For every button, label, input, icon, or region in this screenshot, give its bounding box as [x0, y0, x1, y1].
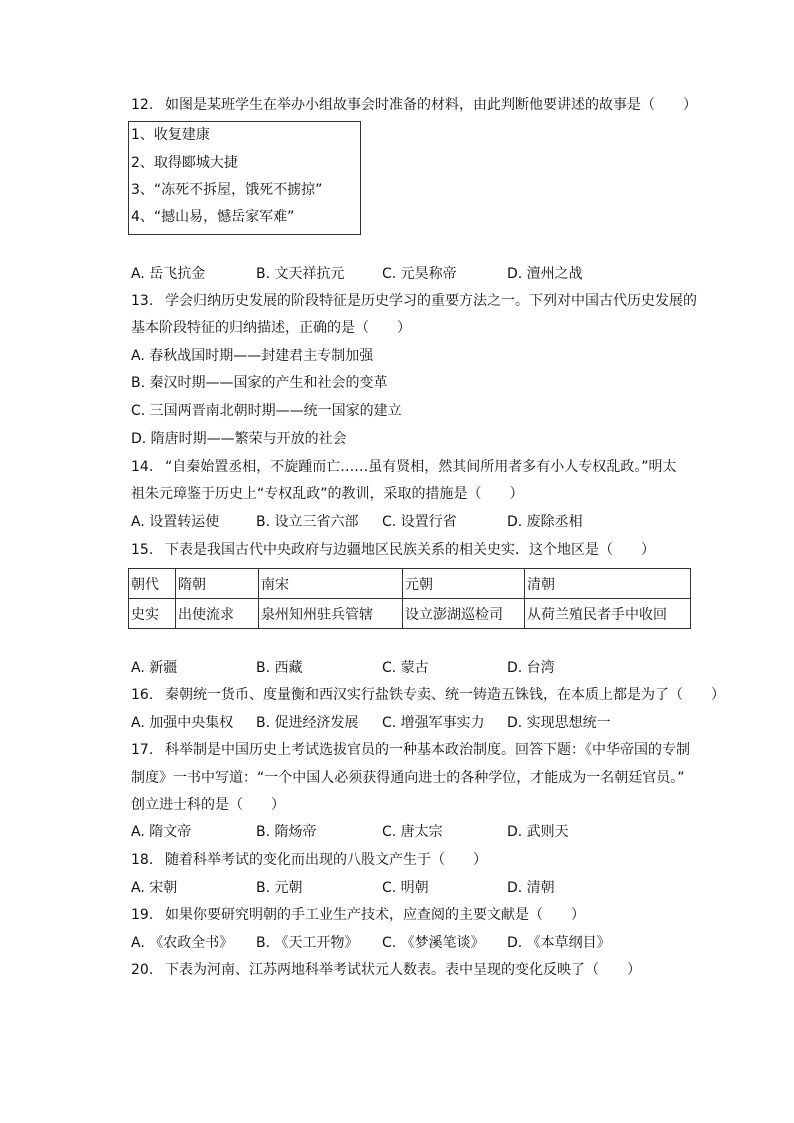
option-c: C. 设置行省	[382, 514, 457, 530]
option-a: A. 设置转运使	[131, 514, 220, 530]
question-number: 14.	[131, 459, 154, 475]
option-b: B. 促进经济发展	[256, 715, 359, 731]
table-cell: 设立澎湖巡检司	[403, 599, 525, 629]
table-cell: 出使流求	[176, 599, 259, 629]
question-17-stem: 17. 科举制是中国历史上考试选拔官员的一种基本政治制度。回答下题：《中华帝国的专制	[131, 742, 690, 758]
question-number: 12.	[131, 97, 154, 113]
option-d: D. 废除丞相	[507, 514, 583, 530]
option-c: C. 蒙古	[382, 660, 429, 676]
question-13-stem: 13. 学会归纳历史发展的阶段特征是历史学习的重要方法之一。下列对中国古代历史发展的	[131, 293, 697, 309]
option-c: C. 元昊称帝	[382, 266, 457, 282]
table-cell: 元朝	[403, 569, 525, 599]
material-item: 4、“撼山易，憾岳家军难”	[131, 209, 295, 225]
question-20-stem: 20. 下表为河南、江苏两地科举考试状元人数表。表中呈现的变化反映了（ ）	[131, 962, 641, 978]
option-b: B. 文天祥抗元	[256, 266, 345, 282]
option-b: B. 设立三省六部	[256, 514, 359, 530]
option-d: D. 隋唐时期——繁荣与开放的社会	[131, 431, 347, 447]
question-number: 19.	[131, 907, 154, 923]
option-c: C. 增强军事实力	[382, 715, 485, 731]
table-cell: 南宋	[259, 569, 403, 599]
option-a: A. 加强中央集权	[131, 715, 234, 731]
material-item: 2、取得郾城大捷	[131, 155, 238, 171]
question-number: 16.	[131, 687, 154, 703]
option-d: D. 台湾	[507, 660, 555, 676]
option-a: A. 宋朝	[131, 880, 178, 896]
table-cell: 隋朝	[176, 569, 259, 599]
question-15-table	[128, 568, 691, 629]
option-c: C. 三国两晋南北朝时期——统一国家的建立	[131, 403, 402, 419]
option-a: A. 春秋战国时期——封建君主专制加强	[131, 348, 374, 364]
table-cell: 从荷兰殖民者手中收回	[525, 599, 691, 629]
question-12-material-box	[128, 121, 361, 235]
table-cell: 史实	[129, 599, 176, 629]
question-19-stem: 19. 如果你要研究明朝的手工业生产技术，应查阅的主要文献是（ ）	[131, 907, 585, 923]
option-b: B. 西藏	[256, 660, 303, 676]
option-d: D. 清朝	[507, 880, 555, 896]
option-c: C. 明朝	[382, 880, 429, 896]
option-c: C. 唐太宗	[382, 824, 443, 840]
question-17-stem-cont: 制度》一书中写道：“一个中国人必须获得通向进士的各种学位，才能成为一名朝廷官员。”	[131, 770, 685, 786]
question-number: 15.	[131, 542, 154, 558]
question-17-stem-cont: 创立进士科的是（ ）	[131, 797, 285, 813]
question-number: 18.	[131, 852, 154, 868]
question-14-stem: 14. “自秦始置丞相，不旋踵而亡……虽有贤相，然其间所用者多有小人专权乱政。”明太	[131, 459, 677, 475]
option-c: C. 《梦溪笔谈》	[382, 935, 485, 951]
question-15-stem: 15. 下表是我国古代中央政府与边疆地区民族关系的相关史实．这个地区是（ ）	[131, 542, 655, 558]
table-cell: 清朝	[525, 569, 691, 599]
option-d: D. 澶州之战	[507, 266, 583, 282]
question-number: 20.	[131, 962, 154, 978]
question-18-stem: 18. 随着科举考试的变化而出现的八股文产生于（ ）	[131, 852, 487, 868]
question-12-stem: 12. 如图是某班学生在举办小组故事会时准备的材料，由此判断他要讲述的故事是（ ）	[131, 97, 697, 113]
question-14-stem-cont: 祖朱元璋鉴于历史上“专权乱政”的教训，采取的措施是（ ）	[131, 486, 524, 502]
question-number: 17.	[131, 742, 154, 758]
option-a: A. 《农政全书》	[131, 935, 234, 951]
option-d: D. 《本草纲目》	[507, 935, 611, 951]
question-number: 13.	[131, 293, 154, 309]
table-cell: 朝代	[129, 569, 176, 599]
material-item: 3、“冻死不拆屋，饿死不掳掠”	[131, 182, 323, 198]
option-d: D. 实现思想统一	[507, 715, 611, 731]
option-a: A. 岳飞抗金	[131, 266, 206, 282]
option-d: D. 武则天	[507, 824, 569, 840]
table-row	[129, 569, 691, 599]
option-b: B. 秦汉时期——国家的产生和社会的变革	[131, 375, 388, 391]
option-a: A. 隋文帝	[131, 824, 192, 840]
question-13-stem-cont: 基本阶段特征的归纳描述，正确的是（ ）	[131, 320, 411, 336]
question-16-stem: 16. 秦朝统一货币、度量衡和西汉实行盐铁专卖、统一铸造五铢钱，在本质上都是为了（ ）	[131, 687, 725, 703]
option-b: B. 元朝	[256, 880, 303, 896]
table-cell: 泉州知州驻兵管辖	[259, 599, 403, 629]
material-item: 1、收复建康	[131, 127, 210, 143]
option-a: A. 新疆	[131, 660, 178, 676]
option-b: B. 隋炀帝	[256, 824, 317, 840]
option-b: B. 《天工开物》	[256, 935, 359, 951]
table-row	[129, 599, 691, 629]
